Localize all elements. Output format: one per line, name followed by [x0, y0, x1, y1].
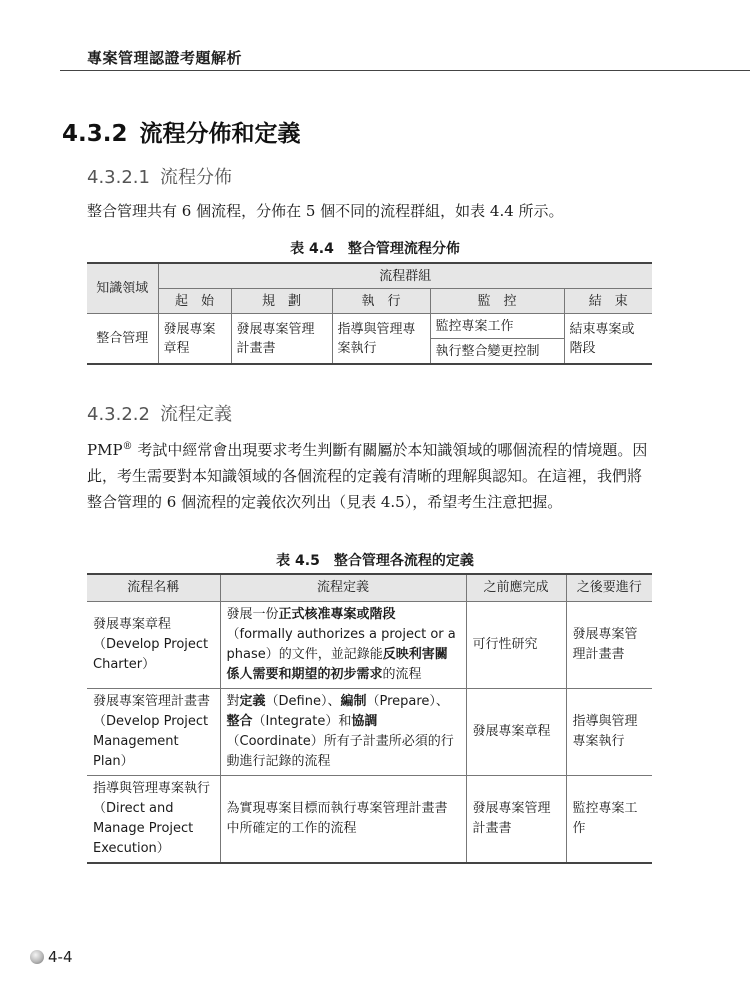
process-name-cell: 指導與管理專案執行（Direct and Manage Project Execution）	[87, 776, 220, 864]
page-number	[30, 948, 73, 966]
group-header: 流程群組	[158, 263, 652, 289]
pmp-term: PMP	[87, 441, 123, 459]
section-heading	[62, 115, 301, 148]
paragraph-1: 整合管理共有 6 個流程，分佈在 5 個不同的流程群組，如表 4.4 所示。	[87, 202, 564, 220]
definition-emphasis: 整合	[226, 714, 253, 729]
definition-text: （Coordinate）所有子計畫所必須的行動進行記錄的流程	[226, 734, 454, 769]
process-definition-cell	[220, 602, 466, 689]
definition-text: 的流程	[382, 667, 422, 682]
col-header-initiating: 起 始	[158, 289, 231, 314]
cell-planning: 發展專案管理計畫書	[231, 314, 332, 365]
table-4-5	[87, 573, 652, 864]
header-process-name: 流程名稱	[87, 574, 220, 602]
table-row	[87, 689, 652, 776]
subsection-number: 4.3.2.2	[87, 404, 150, 425]
after-cell: 發展專案管理計畫書	[566, 602, 652, 689]
cell-closing: 結束專案或階段	[564, 314, 652, 365]
col-header-planning: 規 劃	[231, 289, 332, 314]
header-process-definition: 流程定義	[220, 574, 466, 602]
table-4-5-caption: 表 4.5 整合管理各流程的定義	[276, 553, 474, 569]
col-header-executing: 執 行	[332, 289, 430, 314]
table-row	[87, 602, 652, 689]
process-name-cell: 發展專案章程（Develop Project Charter）	[87, 602, 220, 689]
header-after: 之後要進行	[566, 574, 652, 602]
subsection-title: 流程分佈	[159, 167, 232, 188]
row-label: 整合管理	[87, 314, 158, 365]
definition-text: （Integrate）和	[252, 714, 352, 729]
page-marker-icon	[30, 950, 44, 964]
definition-text: （Prepare）、	[366, 694, 449, 709]
cell-executing: 指導與管理專案執行	[332, 314, 430, 365]
definition-emphasis: 正式核准專案或階段	[278, 607, 396, 622]
definition-text: （Define）、	[265, 694, 341, 709]
before-cell: 可行性研究	[466, 602, 566, 689]
paragraph-2-text: 考試中經常會出現要求考生判斷有關屬於本知識領域的哪個流程的情境題。因此，考生需要對本知識領域的各個流程的定義有清晰的理解與認知。在這裡，我們將整合管理的 6 個流程的定義依次列出（見表 4.5），希望考生注意把握。	[87, 441, 648, 511]
cell-initiating: 發展專案章程	[158, 314, 231, 365]
col-header-monitoring: 監 控	[430, 289, 564, 314]
subsection-title: 流程定義	[159, 404, 232, 425]
process-definition-cell	[220, 689, 466, 776]
subsection-number: 4.3.2.1	[87, 167, 150, 188]
before-cell: 發展專案章程	[466, 689, 566, 776]
definition-text: 對	[226, 694, 240, 709]
process-name-cell: 發展專案管理計畫書（Develop Project Management Plan）	[87, 689, 220, 776]
definition-text: 發展一份	[226, 607, 279, 622]
definition-emphasis: 編制	[340, 694, 367, 709]
section-number: 4.3.2	[62, 121, 128, 147]
process-definition-cell	[220, 776, 466, 864]
definition-text: （formally authorizes a project or a phase）的文件，並記錄能	[226, 627, 456, 662]
after-cell: 監控專案工作	[566, 776, 652, 864]
definition-emphasis: 協調	[351, 714, 378, 729]
header-rule	[60, 70, 750, 71]
corner-header: 知識領域	[87, 263, 158, 314]
registered-mark: ®	[122, 441, 133, 452]
table-4-4-caption: 表 4.4 整合管理流程分佈	[290, 241, 460, 257]
after-cell: 指導與管理專案執行	[566, 689, 652, 776]
paragraph-2	[87, 434, 655, 515]
section-title: 流程分佈和定義	[139, 121, 301, 147]
table-row	[87, 776, 652, 864]
definition-text: 為實現專案目標而執行專案管理計畫書中所確定的工作的流程	[226, 801, 448, 836]
cell-monitoring-1: 監控專案工作	[430, 314, 564, 339]
page-number-text: 4-4	[48, 948, 73, 966]
definition-emphasis: 定義	[239, 694, 266, 709]
subsection-heading-2	[87, 400, 232, 426]
cell-monitoring-2: 執行整合變更控制	[430, 339, 564, 365]
subsection-heading-1	[87, 163, 232, 189]
col-header-closing: 結 束	[564, 289, 652, 314]
table-4-4	[87, 262, 652, 365]
definition-emphasis: 反映利害關係人需要和期望的初步需求	[226, 647, 448, 682]
running-header: 專案管理認證考題解析	[87, 49, 243, 67]
header-before: 之前應完成	[466, 574, 566, 602]
before-cell: 發展專案管理計畫書	[466, 776, 566, 864]
